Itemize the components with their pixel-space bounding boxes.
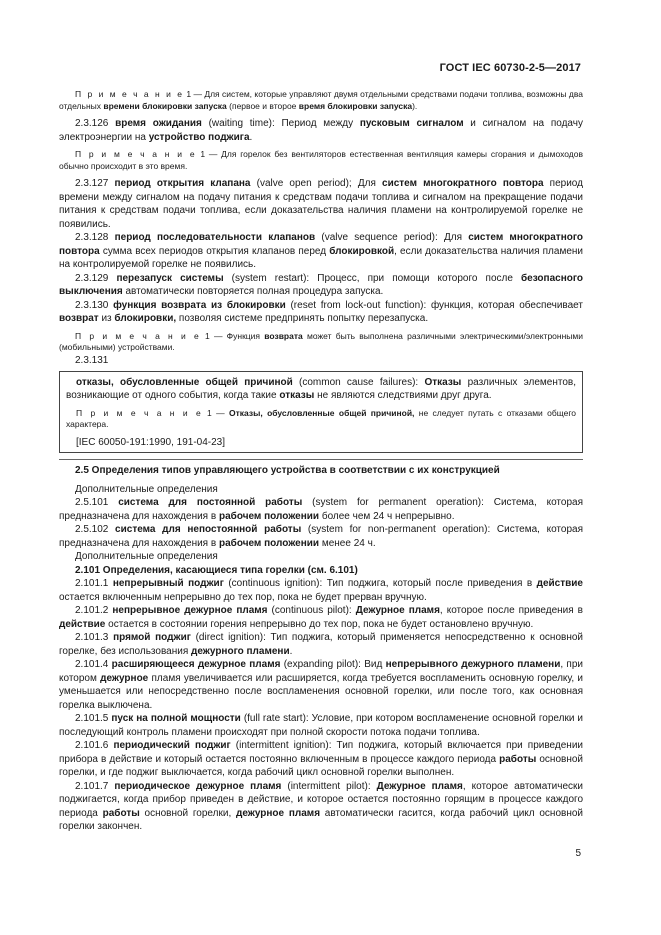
term: действие — [536, 578, 583, 590]
note-common-cause — [66, 408, 576, 431]
clause-number: 2.101.1 — [75, 578, 113, 590]
definition-common-cause-failures — [66, 376, 576, 403]
text: различных элементов, возникающие от одного события, когда такие — [66, 376, 576, 402]
definition-2-3-126 — [59, 117, 583, 144]
term: действие — [59, 618, 106, 630]
standard-designation: ГОСТ IEC 60730-2-5—2017 — [439, 62, 581, 74]
text: основной горелки, и где поджиг выключается, когда рабочий цикл основной горелки выполнен. — [59, 753, 583, 779]
text: автоматически повторяется полная процедура запуска. — [122, 286, 384, 298]
text: остается в состоянии горения непрерывно до тех пор, пока не будет остановлено вручную. — [105, 618, 534, 630]
section-2-5-title: 2.5 Определения типов управляющего устройства в соответствии с их конструкцией — [75, 465, 500, 477]
term: возврат — [59, 313, 99, 325]
clause-number: 2.3.126 — [75, 118, 116, 130]
term: периодическое дежурное пламя — [114, 780, 282, 792]
clause-number: 2.101.7 — [75, 780, 115, 792]
definition-2-101-4 — [59, 658, 583, 712]
term: блокировкой — [329, 245, 395, 257]
clause-number: 2.101.2 — [75, 605, 113, 617]
term: Дежурное пламя — [376, 780, 463, 792]
term: период последовательности клапанов — [114, 232, 316, 244]
additional-definitions-heading: Дополнительные определения — [75, 551, 218, 563]
page-body — [59, 89, 583, 834]
definition-2-5-102 — [59, 523, 583, 550]
text: менее 24 ч. — [319, 537, 376, 549]
text: 1 — Функция — [200, 330, 265, 341]
note-ignition-lockout — [59, 89, 583, 112]
term: дежурное пламя — [235, 807, 321, 819]
clause-2-3-131-label: 2.3.131 — [75, 355, 109, 367]
definition-2-101-6 — [59, 739, 583, 780]
term: периодический поджиг — [113, 740, 231, 752]
text: (waiting time): Период между — [201, 118, 360, 130]
term: рабочем положении — [218, 537, 320, 549]
text: , если доказательства наличия пламени на контролируемой горелке не появились. — [59, 245, 583, 271]
text: , которое автоматически поджигается, когда прибор приведен в действие, и которое остается постоянно горящим в процессе каждого периода — [59, 780, 583, 819]
definition-2-101-3 — [59, 631, 583, 658]
term: времени блокировки запуска — [103, 100, 227, 111]
text: остается включенным непрерывно до тех пор, пока не будет прерван вручную. — [59, 591, 427, 603]
term: система для постоянной работы — [118, 497, 303, 509]
text: не следует путать с отказами общего характера. — [66, 407, 577, 430]
text: более чем 24 ч непрерывно. — [319, 510, 455, 522]
term: устройство поджига — [148, 131, 250, 143]
text: (intermittent pilot): — [281, 780, 377, 792]
term: работы — [102, 807, 140, 819]
subsection-2-101-title — [59, 564, 583, 578]
text: (system restart): Процесс, при помощи которого после — [223, 272, 521, 284]
text: не являются следствиями друг друга. — [314, 390, 492, 402]
iec-reference: [IEC 60050-191:1990, 191-04-23] — [76, 436, 225, 448]
clause-number: 2.3.128 — [75, 232, 115, 244]
term: отказы — [279, 390, 315, 402]
term: непрерывного дежурного пламени — [385, 659, 561, 671]
note-lead: П р и м е ч а н и е — [76, 407, 203, 418]
term: систем многократного повтора — [59, 232, 583, 257]
term: пуск на полной мощности — [111, 713, 241, 725]
section-divider — [59, 459, 583, 460]
definition-2-101-7 — [59, 780, 583, 834]
term: 2.101 Определения, касающиеся типа горелки (см. 6.101) — [75, 564, 358, 576]
term: рабочем положении — [218, 510, 320, 522]
clause-number: 2.101.4 — [75, 659, 112, 671]
text: (system for non-permanent operation): Система, которая предназначена для нахождения в — [59, 524, 584, 549]
note-lead: П р и м е ч а н и е — [75, 89, 184, 99]
text: 1 — Для систем, которые управляют двумя отдельными средствами подачи топлива, возможны два отдельных — [59, 89, 583, 111]
text: 1 — — [202, 407, 230, 418]
term: Отказы — [424, 376, 462, 388]
term: время блокировки запуска — [298, 100, 413, 111]
text: (continuous pilot): — [267, 605, 356, 617]
term: систем многократного повтора — [382, 178, 544, 190]
clause-number: 2.101.3 — [75, 632, 114, 644]
text: ). — [412, 100, 418, 111]
text: , которое после приведения в — [439, 605, 583, 617]
clause-number: 2.3.127 — [75, 178, 115, 190]
text: (первое и второе — [226, 100, 299, 111]
term: расширяющееся дежурное пламя — [111, 659, 281, 671]
term: дежурное — [100, 672, 149, 684]
note-lead: П р и м е ч а н и е — [75, 149, 197, 160]
note-burner-ventilation — [59, 149, 583, 172]
text: основной горелки, — [139, 807, 236, 819]
term: блокировки, — [114, 313, 177, 325]
definition-2-101-5 — [59, 712, 583, 739]
term: период открытия клапана — [114, 178, 251, 190]
text: 1 — Для горелок без вентиляторов естественная вентиляция камеры сгорания и дымоходов обычно происходит в это время. — [59, 149, 583, 171]
term: система для непостоянной работы — [115, 524, 302, 536]
term: возврата — [264, 330, 303, 341]
text: (reset from lock-out function): функция, которая обеспечивает — [285, 299, 583, 311]
text: (system for permanent operation): Система, которая предназначена для нахождения в — [59, 497, 584, 522]
note-reset-function — [59, 331, 583, 354]
text: может быть выполнена различными электрическими/электронными (мобильными) устройствами. — [59, 330, 583, 353]
text: (continuous ignition): Тип поджига, который после приведения в — [223, 578, 537, 590]
term: пусковым сигналом — [359, 118, 464, 130]
text: автоматически гасится, когда рабочий цикл основной горелки закончен. — [59, 807, 583, 833]
text: пламя увеличивается или расширяется, когда требуется воспламенить основную горелку, и уменьшается или непосредственно после воспламенения основной горелки, или после того, как основная горелка выключена. — [59, 672, 584, 711]
text: из — [98, 313, 115, 325]
text: (direct ignition): Тип поджига, который применяется непосредственно к основной горелке, без использования — [59, 632, 583, 657]
term: функция возврата из блокировки — [113, 299, 286, 311]
clause-number: 2.3.130 — [75, 299, 114, 311]
definition-2-101-2 — [59, 604, 583, 631]
text: . — [249, 131, 253, 143]
text: (common cause failures): — [292, 376, 425, 388]
definition-2-3-129 — [59, 272, 583, 299]
definition-2-3-128 — [59, 231, 583, 272]
clause-number: 2.101.5 — [75, 713, 112, 725]
term: работы — [499, 753, 537, 765]
text: сумма всех периодов открытия клапанов перед — [99, 245, 330, 257]
text: (valve open period); Для — [250, 178, 383, 190]
term: отказы, обусловленные общей причиной — [76, 376, 293, 388]
text: . — [289, 645, 293, 657]
term: непрерывный поджиг — [112, 578, 224, 590]
note-lead: П р и м е ч а н и е — [75, 330, 201, 341]
term: безопасного выключения — [59, 272, 583, 298]
text: и сигналом на подачу электроэнергии на — [59, 118, 583, 143]
text: период времени между сигналом на подачу питания к средствам подачи топлива и сигналом на прекращение подачи питания к средствам подачи топлива, если доказательства наличия пламени на контролируемой горелке не появились. — [59, 178, 583, 230]
definition-2-5-101 — [59, 496, 583, 523]
term: прямой поджиг — [113, 632, 191, 644]
term: непрерывное дежурное пламя — [112, 605, 268, 617]
term: перезапуск системы — [116, 272, 224, 284]
text: (full rate start): Условие, при котором воспламенение основной горелки и последующий контроль пламени происходят при полной скорости потока подачи топлива. — [59, 713, 583, 738]
definition-box-2-3-131 — [59, 371, 583, 454]
text: (valve sequence period): Для — [315, 232, 469, 244]
additional-definitions-heading: Дополнительные определения — [75, 483, 218, 495]
page-number: 5 — [575, 848, 581, 859]
definition-2-3-130 — [59, 299, 583, 326]
text: позволяя системе предпринять попытку перезапуска. — [176, 313, 429, 325]
term: Дежурное пламя — [355, 605, 440, 617]
term: дежурного пламени — [191, 645, 290, 657]
text: (intermittent ignition): Тип поджига, который включается при приведении прибора в действие и который остается постоянно включенным в процессе каждого периода — [59, 740, 583, 765]
term: Отказы, обусловленные общей причиной, — [229, 407, 415, 418]
clause-number: 2.101.6 — [75, 740, 114, 752]
term: время ожидания — [115, 118, 202, 130]
clause-number: 2.5.101 — [75, 497, 119, 509]
definition-2-101-1 — [59, 577, 583, 604]
definition-2-3-127 — [59, 177, 583, 231]
text: (expanding pilot): Вид — [280, 659, 386, 671]
clause-number: 2.3.129 — [75, 272, 117, 284]
text: , при котором — [59, 659, 583, 684]
clause-number: 2.5.102 — [75, 524, 116, 536]
